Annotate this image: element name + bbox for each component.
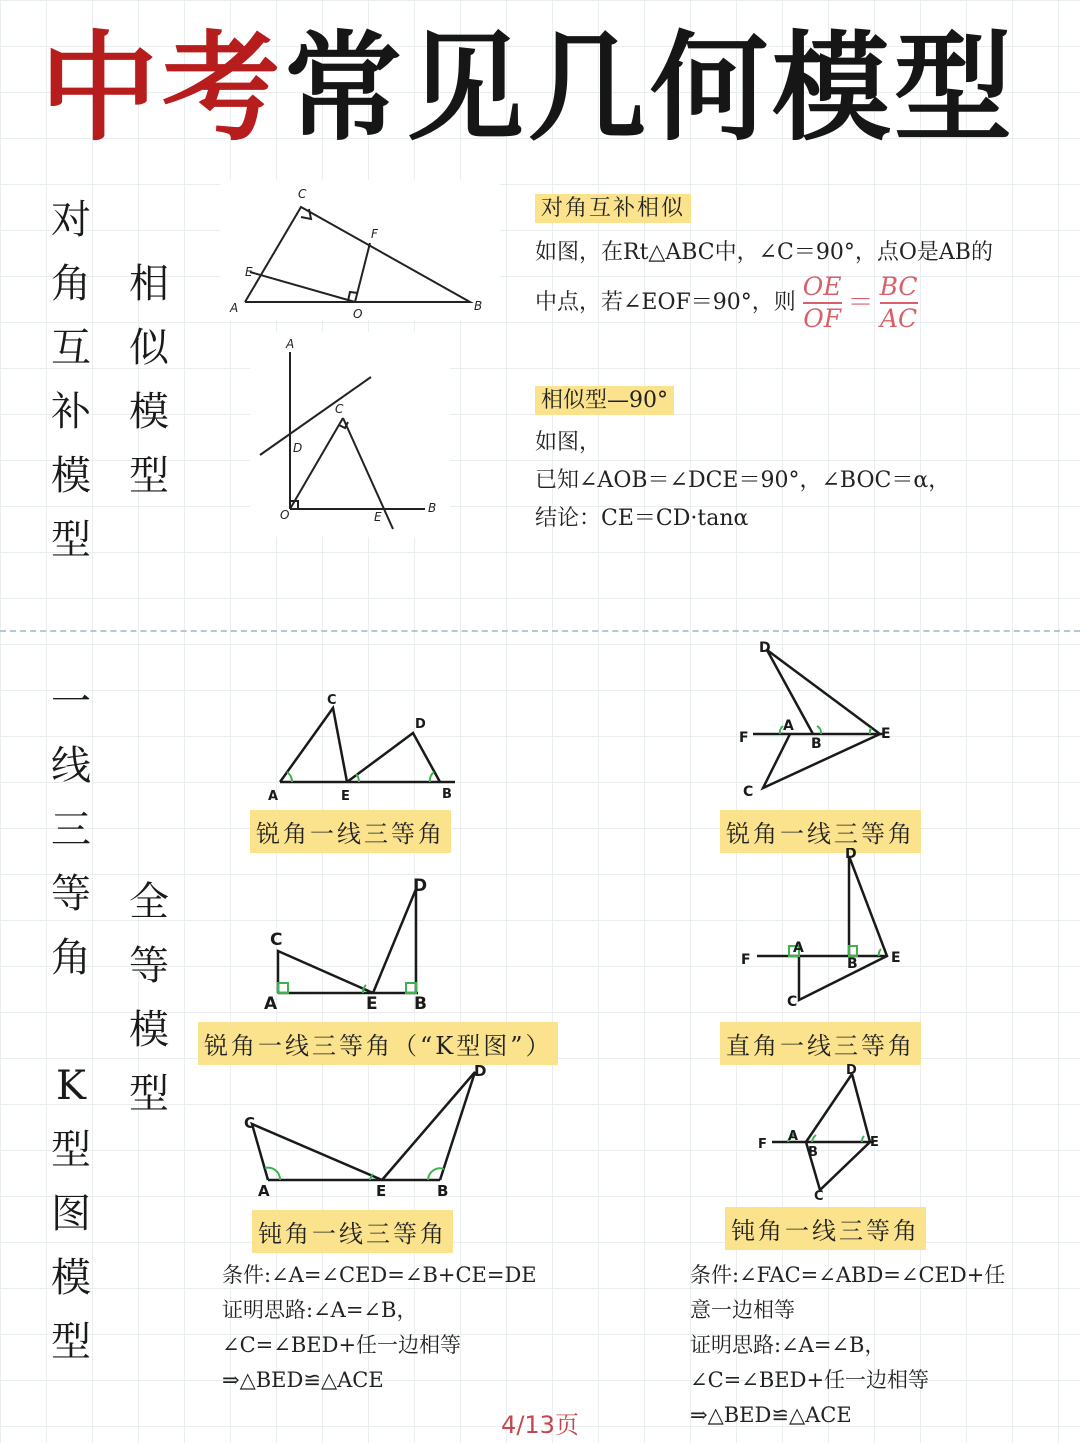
- point-label-c: C: [335, 402, 344, 416]
- point-label-o: O: [353, 307, 363, 320]
- label-obtuse-right: 钝角一线三等角: [725, 1207, 926, 1250]
- point-label-o: O: [280, 508, 290, 522]
- label-right-angle-three: 直角一线三等角: [720, 1022, 921, 1065]
- point-label-e: E: [376, 1182, 387, 1200]
- point-label-c: C: [298, 187, 307, 201]
- label-obtuse-left: 钝角一线三等角: [252, 1210, 453, 1253]
- point-label-b: B: [442, 787, 452, 802]
- point-label-a: A: [258, 1182, 270, 1200]
- point-label-d: D: [293, 441, 303, 455]
- cond-left-line1: 条件:∠A=∠CED=∠B+CE=DE: [222, 1263, 537, 1287]
- point-label-e: E: [881, 726, 891, 742]
- point-label-e: E: [245, 265, 253, 279]
- point-label-d: D: [845, 848, 857, 862]
- figure-obtuse-left: [240, 1062, 495, 1202]
- point-label-a: A: [793, 940, 804, 956]
- point-label-b: B: [428, 501, 437, 515]
- point-label-a: A: [268, 789, 279, 804]
- cond-right-line3: 证明思路:∠A=∠B，: [690, 1333, 886, 1357]
- section1-vertical-title-right: 相 似 模 型: [129, 261, 169, 499]
- cond-left-line4: ⇒△BED≌△ACE: [222, 1368, 384, 1392]
- point-label-d: D: [759, 640, 771, 656]
- point-label-c: C: [787, 994, 798, 1008]
- block1-text: [535, 190, 993, 334]
- block1-line2: 中点，若∠EOF＝90°，则 $\frac{OE}{OF}$ ＝ $\frac{BC}{AC}$: [535, 272, 918, 333]
- title-red-part: 中考: [40, 19, 285, 157]
- figure-acute-left: [255, 690, 470, 805]
- label-k-shape: 锐角一线三等角（“K型图”）: [198, 1022, 558, 1065]
- conditions-left: [222, 1258, 537, 1398]
- point-label-d: D: [413, 876, 428, 896]
- section2-vertical-title-right: 全 等 模 型: [129, 879, 169, 1117]
- point-label-c: C: [270, 930, 283, 950]
- point-label-a: A: [230, 301, 239, 315]
- block2-line3: 结论：CE＝CD·tanα: [535, 506, 749, 531]
- block1-label: 对角互补相似: [535, 194, 691, 223]
- section1-vertical-title-left: 对 角 互 补 模 型: [51, 197, 91, 563]
- cond-right-line1: 条件:∠FAC=∠ABD=∠CED+任: [690, 1263, 1006, 1287]
- point-label-a: A: [788, 1129, 799, 1144]
- point-label-a: A: [264, 994, 278, 1014]
- point-label-f: F: [741, 952, 751, 968]
- title-black-part: 常见几何模型: [284, 19, 1017, 157]
- fraction-bc-ac: $\frac{BC}{AC}$: [879, 272, 918, 333]
- block2-line1: 如图，: [535, 430, 602, 455]
- point-label-b: B: [811, 736, 822, 752]
- point-label-c: C: [814, 1189, 824, 1202]
- point-label-e: E: [366, 994, 378, 1014]
- label-acute-right: 锐角一线三等角: [720, 810, 921, 853]
- figure-acute-right: [735, 638, 905, 800]
- page-title: [40, 18, 1016, 158]
- section2-vertical-title-left: 一 线 三 等 角 K 型 图 模 型: [51, 679, 91, 1365]
- point-label-c: C: [743, 784, 754, 800]
- point-label-b: B: [847, 956, 858, 972]
- point-label-b: B: [437, 1182, 449, 1200]
- point-label-b: B: [808, 1145, 818, 1160]
- block2-label: 相似型—90°: [535, 386, 674, 415]
- point-label-b: B: [474, 299, 483, 313]
- point-label-c: C: [327, 693, 337, 708]
- point-label-e: E: [870, 1135, 879, 1150]
- label-acute-left: 锐角一线三等角: [250, 810, 451, 853]
- point-label-f: F: [758, 1137, 767, 1152]
- figure-obtuse-right: [750, 1062, 895, 1202]
- cond-right-line5: ⇒△BED≌△ACE: [690, 1403, 852, 1427]
- point-label-d: D: [474, 1062, 487, 1080]
- block1-line1: 如图，在Rt△ABC中，∠C＝90°，点O是AB的: [535, 240, 993, 265]
- point-label-e: E: [374, 510, 382, 524]
- figure-right-triangle: [220, 180, 500, 320]
- fraction-oe-of: $\frac{OE}{OF}$: [802, 272, 842, 333]
- cond-left-line3: ∠C=∠BED+任一边相等: [222, 1333, 462, 1357]
- point-label-b: B: [414, 994, 427, 1014]
- point-label-f: F: [371, 227, 378, 241]
- block2-text: [535, 382, 950, 538]
- point-label-d: D: [415, 717, 426, 732]
- cond-right-line4: ∠C=∠BED+任一边相等: [690, 1368, 930, 1392]
- page-indicator: 4/13页: [501, 1411, 579, 1439]
- point-label-c: C: [244, 1114, 256, 1132]
- point-label-d: D: [846, 1063, 857, 1078]
- figure-right-angle: [250, 332, 450, 537]
- cond-left-line2: 证明思路:∠A=∠B，: [222, 1298, 418, 1322]
- figure-k-shape: [258, 875, 448, 1015]
- point-label-f: F: [739, 730, 749, 746]
- point-label-a: A: [783, 718, 794, 734]
- point-label-a: A: [286, 337, 295, 351]
- figure-right-angle-three: [735, 848, 910, 1008]
- point-label-e: E: [891, 950, 901, 966]
- cond-right-line2: 意一边相等: [690, 1298, 795, 1322]
- point-label-e: E: [341, 789, 350, 804]
- section-divider: [0, 630, 1080, 632]
- block2-line2: 已知∠AOB＝∠DCE＝90°，∠BOC＝α，: [535, 468, 951, 493]
